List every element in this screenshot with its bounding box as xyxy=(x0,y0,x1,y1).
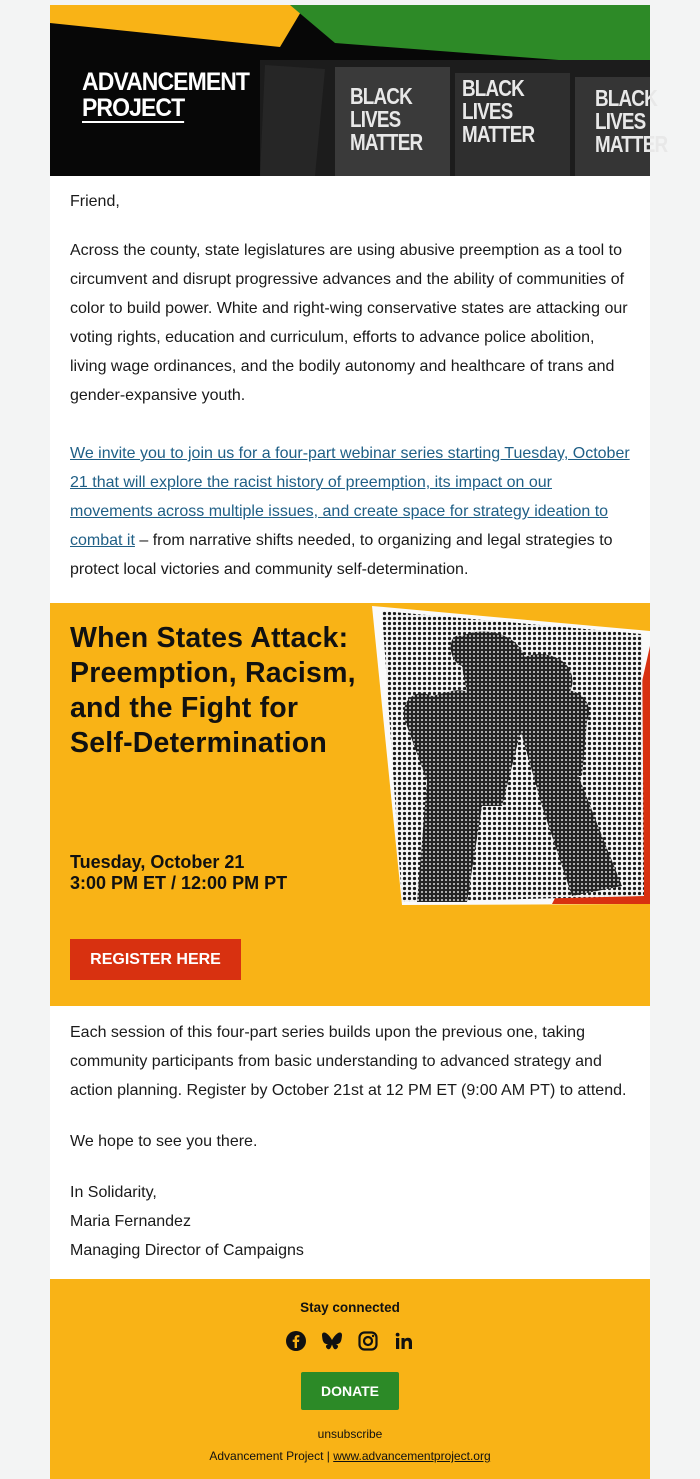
stay-connected-label: Stay connected xyxy=(300,1300,400,1315)
event-datetime xyxy=(70,852,287,894)
donate-button[interactable]: DONATE xyxy=(301,1372,399,1410)
protest-sign-1 xyxy=(350,85,422,154)
header-banner xyxy=(50,5,668,176)
details-section xyxy=(50,1006,650,1279)
instagram-icon[interactable] xyxy=(357,1330,379,1352)
org-name: Advancement Project | xyxy=(209,1449,334,1463)
footer xyxy=(50,1279,650,1479)
event-title: When States Attack: Preemption, Racism, and the Fight for Self-Determination xyxy=(70,622,356,759)
hope-line: We hope to see you there. xyxy=(70,1133,258,1150)
sign-word: LIVES xyxy=(350,106,401,132)
greeting: Friend, xyxy=(70,193,120,210)
logo-line-2: PROJECT xyxy=(82,94,185,122)
intro-section xyxy=(50,176,650,603)
sign-word: MATTER xyxy=(595,131,668,157)
register-button[interactable]: REGISTER HERE xyxy=(70,939,241,980)
logo-line-1: ADVANCEMENT xyxy=(82,68,250,96)
intro-paragraph: Across the county, state legislatures are using abusive preemption as a tool to circumvent and disrupt progressive advances and the ability of communities of color to build power. White and right-wing conservative states are attacking our voting rights, education and curriculum, efforts to advance police abolition, living wage ordinances, and the bodily autonomy and healthcare of trans and gender-expansive youth. xyxy=(70,242,628,404)
social-links xyxy=(50,1330,650,1352)
raised-fists-image xyxy=(372,606,650,908)
sign-word: MATTER xyxy=(350,129,423,155)
webinar-invite-link[interactable]: We invite you to join us for a four-part webinar series starting Tuesday, October 21 that will explore the racist history of preemption, its impact on our movements across multiple issues, and create space for strategy ideation to combat it xyxy=(70,445,630,549)
session-paragraph: Each session of this four-part series builds upon the previous one, taking community participants from basic understanding to advanced strategy and action planning. Register by October 21st at 12 PM ET (9:00 AM PT) to attend. xyxy=(70,1024,627,1099)
bluesky-icon[interactable] xyxy=(321,1330,343,1352)
advancement-project-logo[interactable] xyxy=(82,69,249,123)
invite-paragraph-rest: – from narrative shifts needed, to organizing and legal strategies to protect local victories and community self-determination. xyxy=(70,532,613,578)
unsubscribe-link[interactable]: unsubscribe xyxy=(317,1427,383,1441)
event-banner xyxy=(50,603,650,1006)
sign-word: LIVES xyxy=(595,108,646,134)
invite-paragraph xyxy=(70,439,630,603)
signer-title: Managing Director of Campaigns xyxy=(70,1242,304,1259)
email-container xyxy=(50,5,668,1479)
signature-block xyxy=(70,1178,630,1279)
closing-line: In Solidarity, xyxy=(70,1184,157,1201)
facebook-icon[interactable] xyxy=(285,1330,307,1352)
signer-name: Maria Fernandez xyxy=(70,1213,191,1230)
sign-word: BLACK xyxy=(462,75,524,101)
sign-word: LIVES xyxy=(462,98,513,124)
sign-word: MATTER xyxy=(462,121,535,147)
sign-word: BLACK xyxy=(595,85,657,111)
org-footer-line xyxy=(50,1449,650,1463)
event-time: 3:00 PM ET / 12:00 PM PT xyxy=(70,873,288,893)
protest-sign-2 xyxy=(462,77,534,146)
sign-word: BLACK xyxy=(350,83,412,109)
event-date: Tuesday, October 21 xyxy=(70,852,245,872)
org-website-link[interactable]: www.advancementproject.org xyxy=(333,1449,491,1463)
linkedin-icon[interactable] xyxy=(393,1330,415,1352)
protest-sign-3 xyxy=(595,87,667,156)
